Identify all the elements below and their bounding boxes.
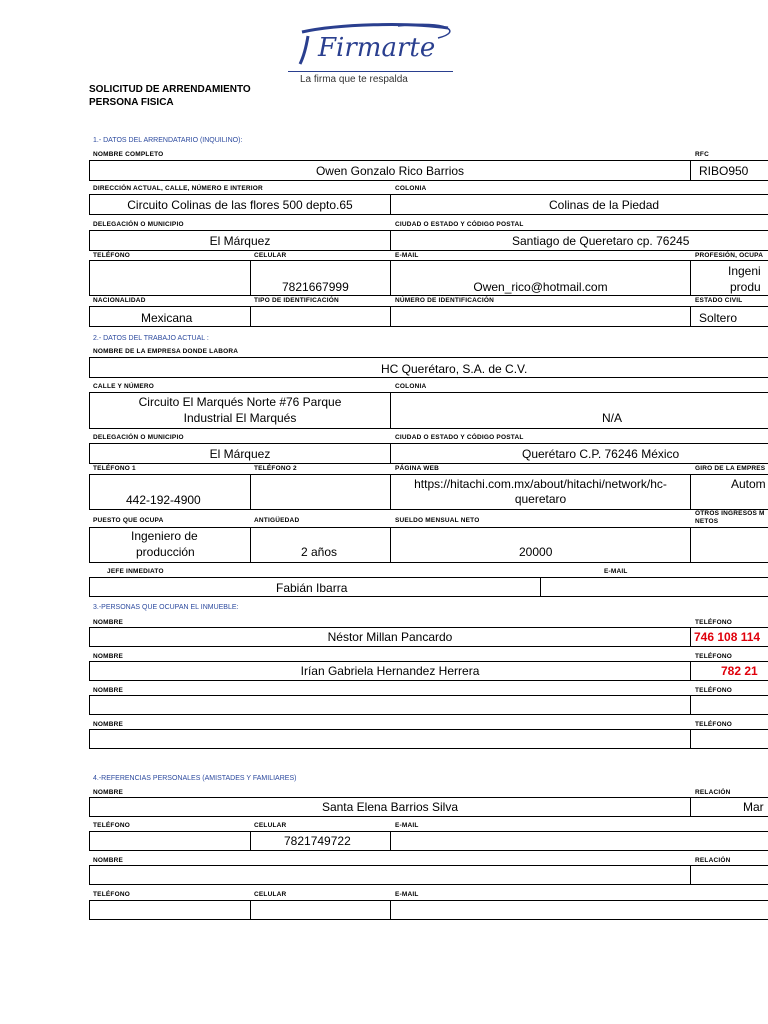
ocupante-3-nombre-field[interactable] xyxy=(89,695,691,715)
profesion-value-line2: produ xyxy=(730,280,761,294)
estado-civil-value: Soltero xyxy=(699,311,738,325)
ocupante-nombre-label: NOMBRE xyxy=(93,619,124,626)
ocupante-1-telefono-value: 746 108 114 xyxy=(694,630,761,644)
referencia-nombre-label: NOMBRE xyxy=(93,789,124,796)
delegacion-trabajo-field[interactable] xyxy=(89,443,391,464)
email-label: E-MAIL xyxy=(395,252,419,259)
puesto-label: PUESTO QUE OCUPA xyxy=(93,517,164,524)
referencia-2-email-field[interactable] xyxy=(390,900,768,920)
form-title: SOLICITUD DE ARRENDAMIENTO xyxy=(89,84,251,95)
delegacion-field[interactable] xyxy=(89,230,391,251)
estado-civil-field[interactable] xyxy=(690,306,768,327)
referencia-relacion-label: RELACIÓN xyxy=(695,857,731,864)
giro-value: Autom xyxy=(731,477,766,491)
referencia-1-celular-field[interactable] xyxy=(250,831,391,851)
ocupante-1-nombre-field[interactable] xyxy=(89,627,691,647)
delegacion-value: El Márquez xyxy=(209,234,271,248)
profesion-field[interactable] xyxy=(690,260,768,296)
referencia-telefono-label: TELÉFONO xyxy=(93,822,130,829)
email-field[interactable] xyxy=(390,260,691,296)
ciudad-trabajo-value: Querétaro C.P. 76246 México xyxy=(522,447,680,461)
otros-ingresos-field[interactable] xyxy=(690,527,768,563)
ocupante-4-nombre-field[interactable] xyxy=(89,729,691,749)
ocupante-telefono-label: TELÉFONO xyxy=(695,687,732,694)
ciudad-trabajo-label: CIUDAD O ESTADO Y CÓDIGO POSTAL xyxy=(395,434,524,441)
referencia-nombre-label: NOMBRE xyxy=(93,857,124,864)
numero-id-label: NÚMERO DE IDENTIFICACIÓN xyxy=(395,297,495,304)
antiguedad-field[interactable] xyxy=(250,527,391,563)
celular-field[interactable] xyxy=(250,260,391,296)
calle-value-line2: Industrial El Marqués xyxy=(183,411,297,425)
logo-tagline: La firma que te respalda xyxy=(300,74,408,85)
puesto-value-line2: producción xyxy=(136,545,195,559)
ocupante-2-telefono-value: 782 21 xyxy=(721,664,758,678)
colonia-field[interactable] xyxy=(390,194,768,215)
empresa-field[interactable] xyxy=(89,357,768,378)
referencia-1-email-field[interactable] xyxy=(390,831,768,851)
telefono-label: TELÉFONO xyxy=(93,252,130,259)
referencia-celular-label: CELULAR xyxy=(254,822,287,829)
nacionalidad-field[interactable] xyxy=(89,306,251,327)
form-subtitle: PERSONA FISICA xyxy=(89,97,174,108)
calle-label: CALLE Y NÚMERO xyxy=(93,383,155,390)
colonia-trabajo-value: N/A xyxy=(602,411,623,425)
referencia-1-nombre-field[interactable] xyxy=(89,797,691,817)
telefono2-label: TELÉFONO 2 xyxy=(254,465,297,472)
antiguedad-label: ANTIGÜEDAD xyxy=(254,517,300,524)
pagina-web-field[interactable] xyxy=(390,474,691,510)
telefono1-value: 442-192-4900 xyxy=(126,493,201,507)
ocupante-2-nombre-field[interactable] xyxy=(89,661,691,681)
rfc-field[interactable] xyxy=(690,160,768,181)
referencia-celular-label: CELULAR xyxy=(254,891,287,898)
ocupante-2-nombre-value: Irían Gabriela Hernandez Herrera xyxy=(300,664,480,678)
delegacion-trabajo-label: DELEGACIÓN O MUNICIPIO xyxy=(93,434,184,441)
ciudad-value: Santiago de Queretaro cp. 76245 xyxy=(512,234,690,248)
section-3-title: 3.-PERSONAS QUE OCUPAN EL INMUEBLE: xyxy=(93,604,239,611)
telefono2-field[interactable] xyxy=(250,474,391,510)
nacionalidad-value: Mexicana xyxy=(141,311,193,325)
colonia-label: COLONIA xyxy=(395,185,427,192)
telefono1-field[interactable] xyxy=(89,474,251,510)
calle-value-line1: Circuito El Marqués Norte #76 Parque xyxy=(138,395,342,409)
antiguedad-value: 2 años xyxy=(301,545,338,559)
nombre-completo-field[interactable] xyxy=(89,160,691,181)
giro-field[interactable] xyxy=(690,474,768,510)
ocupante-telefono-label: TELÉFONO xyxy=(695,653,732,660)
jefe-email-field[interactable] xyxy=(540,577,768,597)
referencia-telefono-label: TELÉFONO xyxy=(93,891,130,898)
pagina-web-value-line1: https://hitachi.com.mx/about/hitachi/network/hc- xyxy=(414,477,667,491)
nacionalidad-label: NACIONALIDAD xyxy=(93,297,146,304)
ocupante-1-telefono-field[interactable] xyxy=(690,627,768,647)
company-logo xyxy=(288,18,458,88)
rfc-label: RFC xyxy=(695,151,709,158)
calle-field[interactable] xyxy=(89,392,391,429)
ocupante-nombre-label: NOMBRE xyxy=(93,653,124,660)
referencia-2-telefono-field[interactable] xyxy=(89,900,251,920)
ciudad-trabajo-field[interactable] xyxy=(390,443,768,464)
tipo-id-field[interactable] xyxy=(250,306,391,327)
nombre-completo-value: Owen Gonzalo Rico Barrios xyxy=(315,164,465,178)
ocupante-2-telefono-field[interactable] xyxy=(690,661,768,681)
profesion-value-line1: Ingeni xyxy=(728,264,761,278)
direccion-value: Circuito Colinas de las flores 500 depto.65 xyxy=(127,198,353,212)
delegacion-trabajo-value: El Márquez xyxy=(209,447,271,461)
sueldo-value: 20000 xyxy=(519,545,553,559)
ciudad-field[interactable] xyxy=(390,230,768,251)
otros-ingresos-label: OTROS INGRESOS M xyxy=(695,510,765,517)
referencia-1-relacion-value: Mar xyxy=(743,800,764,814)
giro-label: GIRO DE LA EMPRES xyxy=(695,465,766,472)
logo-underline xyxy=(288,71,453,72)
referencia-email-label: E-MAIL xyxy=(395,822,419,829)
empresa-value: HC Querétaro, S.A. de C.V. xyxy=(381,362,528,376)
numero-id-field[interactable] xyxy=(390,306,691,327)
telefono-field[interactable] xyxy=(89,260,251,296)
ocupante-telefono-label: TELÉFONO xyxy=(695,619,732,626)
sueldo-label: SUELDO MENSUAL NETO xyxy=(395,517,480,524)
ocupante-nombre-label: NOMBRE xyxy=(93,721,124,728)
jefe-value: Fabián Ibarra xyxy=(276,581,348,595)
referencia-1-celular-value: 7821749722 xyxy=(284,834,351,848)
referencia-2-nombre-field[interactable] xyxy=(89,865,691,885)
jefe-label: JEFE INMEDIATO xyxy=(107,568,164,575)
delegacion-label: DELEGACIÓN O MUNICIPIO xyxy=(93,221,184,228)
ciudad-label: CIUDAD O ESTADO Y CÓDIGO POSTAL xyxy=(395,221,524,228)
puesto-field[interactable] xyxy=(89,527,251,563)
tipo-id-label: TIPO DE IDENTIFICACIÓN xyxy=(254,297,339,304)
ocupante-nombre-label: NOMBRE xyxy=(93,687,124,694)
ocupante-4-telefono-field[interactable] xyxy=(690,729,768,749)
celular-label: CELULAR xyxy=(254,252,287,259)
direccion-field[interactable] xyxy=(89,194,391,215)
jefe-email-label: E-MAIL xyxy=(604,568,628,575)
estado-civil-label: ESTADO CIVIL xyxy=(695,297,743,304)
section-2-title: 2.- DATOS DEL TRABAJO ACTUAL : xyxy=(93,335,209,342)
svg-text:Firmarte: Firmarte xyxy=(318,33,436,63)
telefono1-label: TELÉFONO 1 xyxy=(93,465,136,472)
referencia-2-relacion-field[interactable] xyxy=(690,865,768,885)
referencia-2-celular-field[interactable] xyxy=(250,900,391,920)
referencia-1-telefono-field[interactable] xyxy=(89,831,251,851)
referencia-1-nombre-value: Santa Elena Barrios Silva xyxy=(321,800,459,814)
puesto-value-line1: Ingeniero de xyxy=(131,529,198,543)
pagina-web-value-line2: queretaro xyxy=(514,492,567,506)
sueldo-field[interactable] xyxy=(390,527,691,563)
email-value: Owen_rico@hotmail.com xyxy=(473,280,608,294)
otros-ingresos-label-2: NETOS xyxy=(695,518,719,525)
ocupante-3-telefono-field[interactable] xyxy=(690,695,768,715)
referencia-email-label: E-MAIL xyxy=(395,891,419,898)
rfc-value: RIBO950 xyxy=(699,164,749,178)
direccion-label: DIRECCIÓN ACTUAL, CALLE, NÚMERO E INTERIOR xyxy=(93,185,263,192)
nombre-completo-label: NOMBRE COMPLETO xyxy=(93,151,164,158)
empresa-label: NOMBRE DE LA EMPRESA DONDE LABORA xyxy=(93,348,239,355)
logo-swoosh xyxy=(288,18,458,66)
ocupante-telefono-label: TELÉFONO xyxy=(695,721,732,728)
jefe-field[interactable] xyxy=(89,577,541,597)
section-4-title: 4.-REFERENCIAS PERSONALES (AMISTADES Y FAMILIARES) xyxy=(93,775,297,782)
colonia-trabajo-label: COLONIA xyxy=(395,383,427,390)
referencia-1-relacion-field[interactable] xyxy=(690,797,768,817)
referencia-relacion-label: RELACIÓN xyxy=(695,789,731,796)
ocupante-1-nombre-value: Néstor Millan Pancardo xyxy=(327,630,453,644)
colonia-value: Colinas de la Piedad xyxy=(549,198,660,212)
celular-value: 7821667999 xyxy=(282,280,349,294)
section-1-title: 1.- DATOS DEL ARRENDATARIO (INQUILINO): xyxy=(93,137,243,144)
profesion-label: PROFESIÓN, OCUPA xyxy=(695,252,764,259)
colonia-trabajo-field[interactable] xyxy=(390,392,768,429)
pagina-web-label: PÁGINA WEB xyxy=(395,465,440,472)
